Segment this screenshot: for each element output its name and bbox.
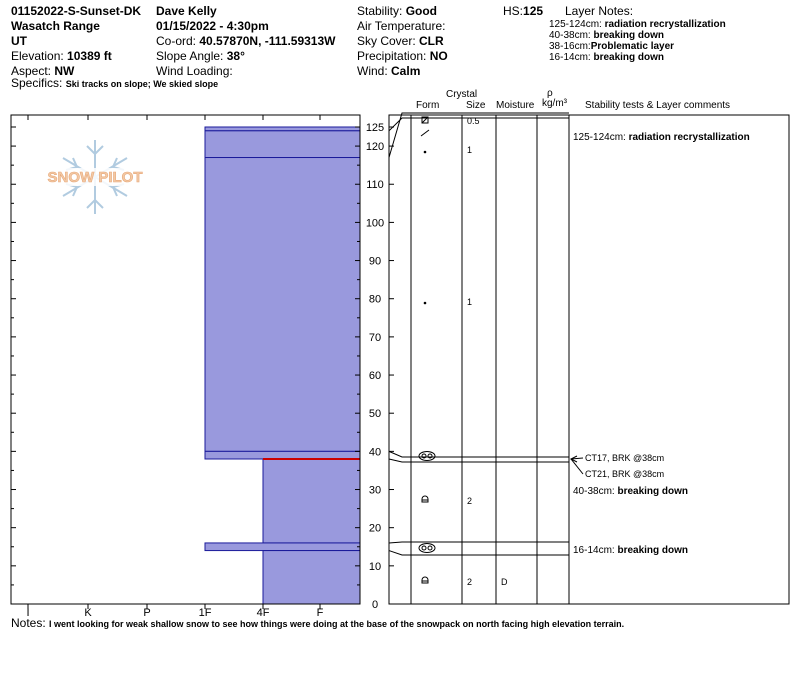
- layer-table-frame: [389, 115, 789, 604]
- cup-icon: [422, 577, 428, 583]
- depth-tick-label: 120: [365, 141, 385, 154]
- watermark-text: SNOW PILOT: [47, 169, 143, 186]
- layer-comment-range: 40-38cm:: [573, 486, 615, 497]
- layer-notes-title: Layer Notes:: [565, 4, 634, 18]
- depth-tick-label: 10: [368, 560, 382, 573]
- hardness-layers: [205, 127, 360, 604]
- hardness-layer-bar: [205, 451, 360, 459]
- stability-label: Stability:: [357, 4, 406, 18]
- hardness-tick-label: K: [84, 607, 92, 619]
- hardness-layer-bar: [205, 127, 360, 131]
- aspect-label: Aspect:: [11, 64, 55, 78]
- slope-angle-label: Slope Angle:: [156, 49, 227, 63]
- layer-note-text: breaking down: [590, 30, 665, 41]
- depth-tick-label: 60: [368, 370, 382, 383]
- layer-note-range: 38-16cm:: [549, 41, 591, 52]
- depth-tick-label: 0: [371, 599, 379, 611]
- layer-comment-text: breaking down: [614, 545, 689, 556]
- layer-note-range: 125-124cm:: [549, 19, 602, 30]
- hardness-layer-bar: [263, 551, 360, 604]
- layer-note-range: 16-14cm:: [549, 52, 591, 63]
- moisture-value: D: [501, 577, 508, 587]
- hardness-layer-bar: [205, 543, 360, 551]
- crystal-header: Crystal: [446, 89, 478, 100]
- depth-tick-label: 100: [365, 217, 385, 230]
- layer-comment-text: radiation recrystallization: [625, 132, 750, 143]
- hardness-tick-label: P: [143, 607, 151, 619]
- hardness-tick-label: 4F: [256, 607, 270, 619]
- stability-tests: [571, 453, 664, 479]
- depth-tick-label: 50: [368, 408, 382, 421]
- stability-test-label: CT21, BRK @38cm: [585, 469, 665, 479]
- notes: [11, 617, 624, 629]
- depth-tick-label: 70: [368, 331, 382, 344]
- air-temperature: Air Temperature:: [357, 19, 446, 33]
- layer-boundary-line: [389, 459, 569, 462]
- coordinates-label: Co-ord:: [156, 34, 200, 48]
- wind-value: Calm: [391, 64, 421, 78]
- size-header: Size: [466, 100, 486, 111]
- moisture-header: Moisture: [496, 100, 535, 111]
- stability-header: Stability tests & Layer comments: [585, 100, 731, 111]
- layer-comment: [573, 132, 750, 143]
- layer-boundary-line: [389, 451, 569, 457]
- density-symbol: ρ: [547, 88, 553, 99]
- state-name: UT: [11, 34, 27, 48]
- sky-cover-label: Sky Cover:: [357, 34, 420, 48]
- crystal-size: 0.5: [467, 116, 480, 126]
- layer-note-text: Problematic layer: [590, 41, 675, 52]
- depth-tick-label: 110: [366, 179, 384, 192]
- observation-date: 01/15/2022 - 4:30pm: [156, 19, 269, 33]
- sky-cover-value: CLR: [419, 34, 444, 48]
- wind-loading: Wind Loading:: [156, 64, 233, 78]
- pit-name: 01152022-S-Sunset-DK: [11, 4, 142, 18]
- layer-boundary-line: [389, 551, 569, 555]
- density-unit: kg/m³: [542, 98, 567, 109]
- range-name: Wasatch Range: [11, 19, 100, 33]
- aspect-value: NW: [54, 64, 75, 78]
- depth-tick-label: 20: [368, 522, 382, 535]
- layer-comment-text: breaking down: [614, 486, 689, 497]
- precipitation-label: Precipitation:: [357, 49, 430, 63]
- layer-comment-range: 16-14cm:: [573, 545, 615, 556]
- depth-tick-label: 90: [368, 255, 382, 268]
- slash-icon: [421, 130, 429, 136]
- crystal-size: 1: [467, 297, 473, 307]
- specifics-label: Specifics:: [11, 76, 66, 90]
- layer-boundary-line: [389, 542, 569, 543]
- layer-note-range: 40-38cm:: [549, 30, 591, 41]
- wind-label: Wind:: [357, 64, 392, 78]
- hardness-layer-bar: [205, 158, 360, 452]
- observer-name: Dave Kelly: [156, 4, 217, 18]
- crystal-size: 2: [467, 496, 473, 506]
- notes-label: Notes:: [11, 616, 50, 630]
- dot-icon: [424, 302, 427, 305]
- stability-value: Good: [405, 4, 438, 18]
- coordinates-value: 40.57870N, -111.59313W: [199, 34, 336, 48]
- crystal-size: 2: [467, 577, 473, 587]
- dot-icon: [424, 151, 427, 154]
- elevation-label: Elevation:: [11, 49, 68, 63]
- specifics-value: Ski tracks on slope; We skied slope: [65, 79, 219, 89]
- slope-angle-value: 38°: [226, 49, 245, 63]
- layer-comment: [573, 486, 688, 497]
- layer-comment: [573, 545, 688, 556]
- depth-tick-label: 30: [368, 484, 382, 497]
- cup-icon: [422, 496, 428, 502]
- hardness-layer-bar: [263, 459, 360, 543]
- elevation-value: 10389 ft: [67, 49, 112, 63]
- depth-tick-label: 80: [368, 293, 382, 306]
- layer-note-text: breaking down: [590, 52, 665, 63]
- rounds-icon: [422, 546, 426, 550]
- rounds-icon: [428, 546, 432, 550]
- hardness-tick-label: F: [316, 607, 324, 619]
- snow-height-label: HS:: [503, 4, 524, 18]
- hardness-tick-label: 1F: [198, 607, 212, 619]
- hardness-layer-bar: [205, 131, 360, 158]
- crystal-size: 1: [467, 145, 473, 155]
- notes-value: I went looking for weak shallow snow to see how things were doing at the base of the snowpack on north facing high elevation terrain.: [49, 619, 625, 629]
- precipitation-value: NO: [429, 49, 448, 63]
- depth-tick-label: 125: [365, 122, 385, 134]
- rounds-icon: [419, 544, 435, 553]
- depth-tick-label: 40: [368, 446, 382, 459]
- stability-test-leader: [571, 459, 583, 474]
- layer-comment-range: 125-124cm:: [573, 132, 626, 143]
- snow-height-value: 125: [523, 4, 544, 18]
- hardness-tick-label: I: [26, 607, 30, 619]
- layer-note-text: radiation recrystallization: [601, 19, 726, 30]
- rounds-icon: [419, 452, 435, 461]
- form-header: Form: [416, 100, 440, 111]
- stability-test-label: CT17, BRK @38cm: [585, 453, 665, 463]
